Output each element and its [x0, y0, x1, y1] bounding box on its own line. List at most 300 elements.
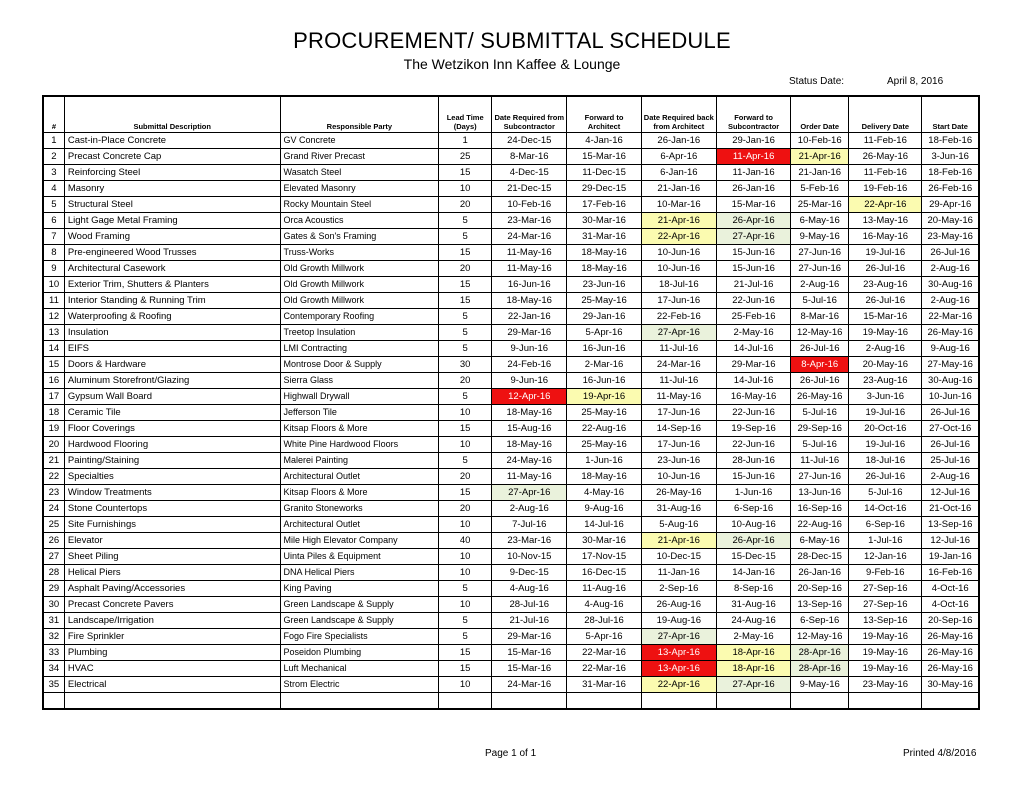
lead-time: 15 [439, 645, 492, 661]
col-header-start-date: Start Date [922, 96, 979, 133]
responsible-party: Green Landscape & Supply [280, 597, 439, 613]
forward-sub: 6-Sep-16 [716, 501, 790, 517]
forward-sub: 25-Feb-16 [716, 309, 790, 325]
forward-sub: 29-Jan-16 [716, 133, 790, 149]
date-required-arch: 6-Jan-16 [641, 165, 716, 181]
forward-sub: 14-Jan-16 [716, 565, 790, 581]
printed-date: Printed 4/8/2016 [903, 748, 977, 759]
forward-architect: 30-Mar-16 [567, 533, 641, 549]
date-required-sub: 24-Dec-15 [492, 133, 567, 149]
row-number: 1 [43, 133, 64, 149]
responsible-party: GV Concrete [280, 133, 439, 149]
responsible-party: Sierra Glass [280, 373, 439, 389]
responsible-party: Contemporary Roofing [280, 309, 439, 325]
date-required-sub: 4-Dec-15 [492, 165, 567, 181]
submittal-description: Interior Standing & Running Trim [64, 293, 280, 309]
delivery-date: 26-Jul-16 [849, 261, 922, 277]
lead-time: 5 [439, 309, 492, 325]
lead-time: 10 [439, 549, 492, 565]
forward-architect: 9-Aug-16 [567, 501, 641, 517]
submittal-description: Cast-in-Place Concrete [64, 133, 280, 149]
responsible-party: Green Landscape & Supply [280, 613, 439, 629]
page-number: Page 1 of 1 [485, 748, 537, 759]
empty-cell [641, 693, 716, 710]
date-required-sub: 10-Feb-16 [492, 197, 567, 213]
date-required-arch: 17-Jun-16 [641, 437, 716, 453]
forward-architect: 25-May-16 [567, 405, 641, 421]
empty-cell [492, 693, 567, 710]
delivery-date: 26-May-16 [849, 149, 922, 165]
date-required-sub: 15-Aug-16 [492, 421, 567, 437]
forward-architect: 15-Mar-16 [567, 149, 641, 165]
table-row [43, 485, 979, 501]
date-required-arch: 21-Jan-16 [641, 181, 716, 197]
lead-time: 25 [439, 149, 492, 165]
submittal-description: Reinforcing Steel [64, 165, 280, 181]
lead-time: 5 [439, 613, 492, 629]
start-date: 25-Jul-16 [922, 453, 979, 469]
forward-architect: 16-Dec-15 [567, 565, 641, 581]
date-required-arch: 17-Jun-16 [641, 405, 716, 421]
order-date: 9-May-16 [791, 229, 849, 245]
submittal-description: Stone Countertops [64, 501, 280, 517]
table-row [43, 469, 979, 485]
delivery-date: 22-Apr-16 [849, 197, 922, 213]
lead-time: 15 [439, 277, 492, 293]
row-number: 35 [43, 677, 64, 693]
lead-time: 1 [439, 133, 492, 149]
forward-architect: 30-Mar-16 [567, 213, 641, 229]
table-row [43, 549, 979, 565]
date-required-arch: 11-Jul-16 [641, 373, 716, 389]
row-number: 16 [43, 373, 64, 389]
lead-time: 15 [439, 485, 492, 501]
responsible-party: Poseidon Plumbing [280, 645, 439, 661]
date-required-sub: 21-Dec-15 [492, 181, 567, 197]
empty-cell [849, 693, 922, 710]
start-date: 12-Jul-16 [922, 533, 979, 549]
col-header-delivery-date: Delivery Date [849, 96, 922, 133]
forward-architect: 11-Dec-15 [567, 165, 641, 181]
schedule-table [42, 95, 980, 710]
table-row [43, 293, 979, 309]
start-date: 2-Aug-16 [922, 293, 979, 309]
header-row [43, 96, 979, 133]
empty-cell [280, 693, 439, 710]
lead-time: 10 [439, 517, 492, 533]
forward-sub: 21-Jul-16 [716, 277, 790, 293]
order-date: 5-Feb-16 [791, 181, 849, 197]
submittal-description: Gypsum Wall Board [64, 389, 280, 405]
start-date: 18-Feb-16 [922, 133, 979, 149]
row-number: 30 [43, 597, 64, 613]
lead-time: 15 [439, 421, 492, 437]
start-date: 29-Apr-16 [922, 197, 979, 213]
responsible-party: Old Growth Millwork [280, 261, 439, 277]
submittal-description: Landscape/Irrigation [64, 613, 280, 629]
lead-time: 10 [439, 565, 492, 581]
order-date: 20-Sep-16 [791, 581, 849, 597]
date-required-sub: 16-Jun-16 [492, 277, 567, 293]
table-row [43, 629, 979, 645]
date-required-sub: 8-Mar-16 [492, 149, 567, 165]
submittal-description: Floor Coverings [64, 421, 280, 437]
table-row [43, 517, 979, 533]
start-date: 26-May-16 [922, 629, 979, 645]
forward-sub: 2-May-16 [716, 629, 790, 645]
forward-architect: 25-May-16 [567, 293, 641, 309]
date-required-sub: 24-Mar-16 [492, 229, 567, 245]
order-date: 28-Apr-16 [791, 645, 849, 661]
date-required-sub: 24-Mar-16 [492, 677, 567, 693]
date-required-arch: 13-Apr-16 [641, 645, 716, 661]
submittal-description: Plumbing [64, 645, 280, 661]
responsible-party: Malerei Painting [280, 453, 439, 469]
submittal-description: Light Gage Metal Framing [64, 213, 280, 229]
col-header-description: Submittal Description [64, 96, 280, 133]
date-required-arch: 10-Jun-16 [641, 261, 716, 277]
forward-architect: 18-May-16 [567, 469, 641, 485]
start-date: 3-Jun-16 [922, 149, 979, 165]
table-row [43, 213, 979, 229]
forward-architect: 18-May-16 [567, 261, 641, 277]
forward-sub: 26-Apr-16 [716, 213, 790, 229]
forward-architect: 19-Apr-16 [567, 389, 641, 405]
date-required-arch: 14-Sep-16 [641, 421, 716, 437]
date-required-sub: 29-Mar-16 [492, 629, 567, 645]
delivery-date: 2-Aug-16 [849, 341, 922, 357]
lead-time: 10 [439, 181, 492, 197]
forward-architect: 14-Jul-16 [567, 517, 641, 533]
date-required-arch: 10-Jun-16 [641, 469, 716, 485]
forward-sub: 26-Jan-16 [716, 181, 790, 197]
date-required-sub: 2-Aug-16 [492, 501, 567, 517]
forward-architect: 16-Jun-16 [567, 341, 641, 357]
forward-sub: 15-Jun-16 [716, 469, 790, 485]
start-date: 12-Jul-16 [922, 485, 979, 501]
responsible-party: Luft Mechanical [280, 661, 439, 677]
forward-sub: 18-Apr-16 [716, 645, 790, 661]
lead-time: 5 [439, 453, 492, 469]
table-row [43, 645, 979, 661]
date-required-arch: 27-Apr-16 [641, 325, 716, 341]
delivery-date: 27-Sep-16 [849, 581, 922, 597]
start-date: 26-Jul-16 [922, 405, 979, 421]
date-required-arch: 31-Aug-16 [641, 501, 716, 517]
empty-cell [43, 693, 64, 710]
order-date: 27-Jun-16 [791, 469, 849, 485]
delivery-date: 5-Jul-16 [849, 485, 922, 501]
forward-sub: 10-Aug-16 [716, 517, 790, 533]
order-date: 8-Apr-16 [791, 357, 849, 373]
forward-sub: 22-Jun-16 [716, 293, 790, 309]
forward-architect: 2-Mar-16 [567, 357, 641, 373]
row-number: 17 [43, 389, 64, 405]
date-required-arch: 11-Jan-16 [641, 565, 716, 581]
row-number: 22 [43, 469, 64, 485]
forward-sub: 27-Apr-16 [716, 229, 790, 245]
forward-sub: 22-Jun-16 [716, 405, 790, 421]
status-date-label: Status Date: [789, 76, 845, 87]
date-required-arch: 18-Jul-16 [641, 277, 716, 293]
forward-sub: 28-Jun-16 [716, 453, 790, 469]
lead-time: 15 [439, 661, 492, 677]
table-row [43, 661, 979, 677]
row-number: 13 [43, 325, 64, 341]
responsible-party: Architectural Outlet [280, 517, 439, 533]
submittal-description: Fire Sprinkler [64, 629, 280, 645]
submittal-description: Site Furnishings [64, 517, 280, 533]
forward-sub: 26-Apr-16 [716, 533, 790, 549]
order-date: 6-May-16 [791, 213, 849, 229]
table-row [43, 245, 979, 261]
forward-architect: 17-Feb-16 [567, 197, 641, 213]
lead-time: 5 [439, 389, 492, 405]
order-date: 26-Jul-16 [791, 341, 849, 357]
row-number: 19 [43, 421, 64, 437]
delivery-date: 19-May-16 [849, 629, 922, 645]
order-date: 12-May-16 [791, 629, 849, 645]
date-required-sub: 24-Feb-16 [492, 357, 567, 373]
date-required-arch: 2-Sep-16 [641, 581, 716, 597]
start-date: 26-May-16 [922, 661, 979, 677]
date-required-arch: 26-Jan-16 [641, 133, 716, 149]
delivery-date: 19-Feb-16 [849, 181, 922, 197]
lead-time: 20 [439, 197, 492, 213]
responsible-party: White Pine Hardwood Floors [280, 437, 439, 453]
lead-time: 20 [439, 501, 492, 517]
date-required-sub: 23-Mar-16 [492, 213, 567, 229]
lead-time: 5 [439, 629, 492, 645]
order-date: 26-Jul-16 [791, 373, 849, 389]
empty-cell [716, 693, 790, 710]
date-required-arch: 10-Jun-16 [641, 245, 716, 261]
responsible-party: Jefferson Tile [280, 405, 439, 421]
responsible-party: Grand River Precast [280, 149, 439, 165]
row-number: 4 [43, 181, 64, 197]
delivery-date: 19-Jul-16 [849, 405, 922, 421]
row-number: 7 [43, 229, 64, 245]
date-required-arch: 11-Jul-16 [641, 341, 716, 357]
lead-time: 10 [439, 405, 492, 421]
forward-architect: 25-May-16 [567, 437, 641, 453]
row-number: 31 [43, 613, 64, 629]
forward-sub: 14-Jul-16 [716, 373, 790, 389]
submittal-description: Precast Concrete Cap [64, 149, 280, 165]
delivery-date: 1-Jul-16 [849, 533, 922, 549]
date-required-sub: 23-Mar-16 [492, 533, 567, 549]
project-name: The Wetzikon Inn Kaffee & Lounge [403, 56, 621, 72]
order-date: 2-Aug-16 [791, 277, 849, 293]
responsible-party: Kitsap Floors & More [280, 421, 439, 437]
forward-architect: 29-Dec-15 [567, 181, 641, 197]
date-required-sub: 9-Jun-16 [492, 373, 567, 389]
delivery-date: 19-Jul-16 [849, 245, 922, 261]
col-header-order-date: Order Date [791, 96, 849, 133]
col-header-forward-architect: Forward to Architect [567, 96, 641, 133]
start-date: 2-Aug-16 [922, 469, 979, 485]
forward-sub: 8-Sep-16 [716, 581, 790, 597]
col-header-date-required-sub: Date Required from Subcontractor [492, 96, 567, 133]
date-required-sub: 9-Dec-15 [492, 565, 567, 581]
table-row [43, 597, 979, 613]
forward-architect: 31-Mar-16 [567, 229, 641, 245]
responsible-party: Strom Electric [280, 677, 439, 693]
lead-time: 20 [439, 261, 492, 277]
date-required-sub: 11-May-16 [492, 469, 567, 485]
forward-architect: 23-Jun-16 [567, 277, 641, 293]
lead-time: 10 [439, 677, 492, 693]
delivery-date: 13-Sep-16 [849, 613, 922, 629]
delivery-date: 23-Aug-16 [849, 373, 922, 389]
forward-sub: 16-May-16 [716, 389, 790, 405]
lead-time: 5 [439, 341, 492, 357]
date-required-arch: 6-Apr-16 [641, 149, 716, 165]
forward-architect: 29-Jan-16 [567, 309, 641, 325]
row-number: 26 [43, 533, 64, 549]
col-header-forward-sub: Forward to Subcontractor [716, 96, 790, 133]
date-required-sub: 27-Apr-16 [492, 485, 567, 501]
delivery-date: 13-May-16 [849, 213, 922, 229]
table-row [43, 453, 979, 469]
forward-sub: 14-Jul-16 [716, 341, 790, 357]
order-date: 27-Jun-16 [791, 245, 849, 261]
responsible-party: Gates & Son's Framing [280, 229, 439, 245]
start-date: 19-Jan-16 [922, 549, 979, 565]
empty-cell [439, 693, 492, 710]
row-number: 12 [43, 309, 64, 325]
row-number: 27 [43, 549, 64, 565]
date-required-arch: 26-May-16 [641, 485, 716, 501]
responsible-party: Truss-Works [280, 245, 439, 261]
lead-time: 15 [439, 245, 492, 261]
row-number: 15 [43, 357, 64, 373]
row-number: 20 [43, 437, 64, 453]
responsible-party: Architectural Outlet [280, 469, 439, 485]
row-number: 8 [43, 245, 64, 261]
start-date: 26-Jul-16 [922, 437, 979, 453]
date-required-sub: 10-Nov-15 [492, 549, 567, 565]
row-number: 33 [43, 645, 64, 661]
forward-sub: 22-Jun-16 [716, 437, 790, 453]
table-row [43, 389, 979, 405]
lead-time: 10 [439, 437, 492, 453]
order-date: 16-Sep-16 [791, 501, 849, 517]
order-date: 5-Jul-16 [791, 293, 849, 309]
start-date: 2-Aug-16 [922, 261, 979, 277]
date-required-sub: 15-Mar-16 [492, 645, 567, 661]
empty-cell [64, 693, 280, 710]
forward-sub: 11-Apr-16 [716, 149, 790, 165]
lead-time: 5 [439, 229, 492, 245]
empty-cell [922, 693, 979, 710]
start-date: 20-May-16 [922, 213, 979, 229]
empty-cell [567, 693, 641, 710]
submittal-description: Helical Piers [64, 565, 280, 581]
row-number: 5 [43, 197, 64, 213]
order-date: 10-Feb-16 [791, 133, 849, 149]
forward-sub: 19-Sep-16 [716, 421, 790, 437]
date-required-sub: 12-Apr-16 [492, 389, 567, 405]
forward-sub: 11-Jan-16 [716, 165, 790, 181]
delivery-date: 3-Jun-16 [849, 389, 922, 405]
start-date: 13-Sep-16 [922, 517, 979, 533]
order-date: 11-Jul-16 [791, 453, 849, 469]
forward-architect: 16-Jun-16 [567, 373, 641, 389]
table-row [43, 565, 979, 581]
forward-sub: 29-Mar-16 [716, 357, 790, 373]
row-number: 34 [43, 661, 64, 677]
order-date: 9-May-16 [791, 677, 849, 693]
date-required-arch: 5-Aug-16 [641, 517, 716, 533]
submittal-description: Aluminum Storefront/Glazing [64, 373, 280, 389]
submittal-description: Waterproofing & Roofing [64, 309, 280, 325]
empty-row [43, 693, 979, 710]
start-date: 16-Feb-16 [922, 565, 979, 581]
row-number: 9 [43, 261, 64, 277]
col-header-party: Responsible Party [280, 96, 439, 133]
responsible-party: Old Growth Millwork [280, 293, 439, 309]
table-row [43, 181, 979, 197]
lead-time: 30 [439, 357, 492, 373]
forward-sub: 24-Aug-16 [716, 613, 790, 629]
start-date: 30-Aug-16 [922, 373, 979, 389]
table-row [43, 197, 979, 213]
responsible-party: Montrose Door & Supply [280, 357, 439, 373]
responsible-party: Orca Acoustics [280, 213, 439, 229]
forward-architect: 22-Aug-16 [567, 421, 641, 437]
table-row [43, 309, 979, 325]
submittal-description: Window Treatments [64, 485, 280, 501]
row-number: 32 [43, 629, 64, 645]
row-number: 6 [43, 213, 64, 229]
page-title: PROCUREMENT/ SUBMITTAL SCHEDULE [293, 28, 731, 53]
start-date: 18-Feb-16 [922, 165, 979, 181]
submittal-description: Exterior Trim, Shutters & Planters [64, 277, 280, 293]
responsible-party: Old Growth Millwork [280, 277, 439, 293]
delivery-date: 20-Oct-16 [849, 421, 922, 437]
lead-time: 15 [439, 165, 492, 181]
table-row [43, 229, 979, 245]
forward-architect: 4-Jan-16 [567, 133, 641, 149]
col-header-lead-time: Lead Time (Days) [439, 96, 492, 133]
delivery-date: 11-Feb-16 [849, 133, 922, 149]
table-row [43, 277, 979, 293]
date-required-arch: 26-Aug-16 [641, 597, 716, 613]
date-required-arch: 23-Jun-16 [641, 453, 716, 469]
row-number: 25 [43, 517, 64, 533]
submittal-description: EIFS [64, 341, 280, 357]
order-date: 22-Aug-16 [791, 517, 849, 533]
forward-architect: 17-Nov-15 [567, 549, 641, 565]
table-row [43, 533, 979, 549]
submittal-description: Ceramic Tile [64, 405, 280, 421]
row-number: 29 [43, 581, 64, 597]
start-date: 10-Jun-16 [922, 389, 979, 405]
date-required-sub: 7-Jul-16 [492, 517, 567, 533]
order-date: 25-Mar-16 [791, 197, 849, 213]
order-date: 6-Sep-16 [791, 613, 849, 629]
submittal-description: Pre-engineered Wood Trusses [64, 245, 280, 261]
date-required-arch: 10-Mar-16 [641, 197, 716, 213]
start-date: 22-Mar-16 [922, 309, 979, 325]
delivery-date: 19-Jul-16 [849, 437, 922, 453]
responsible-party: Wasatch Steel [280, 165, 439, 181]
col-header-num: # [43, 96, 64, 133]
delivery-date: 18-Jul-16 [849, 453, 922, 469]
table-row [43, 373, 979, 389]
submittal-description: Structural Steel [64, 197, 280, 213]
